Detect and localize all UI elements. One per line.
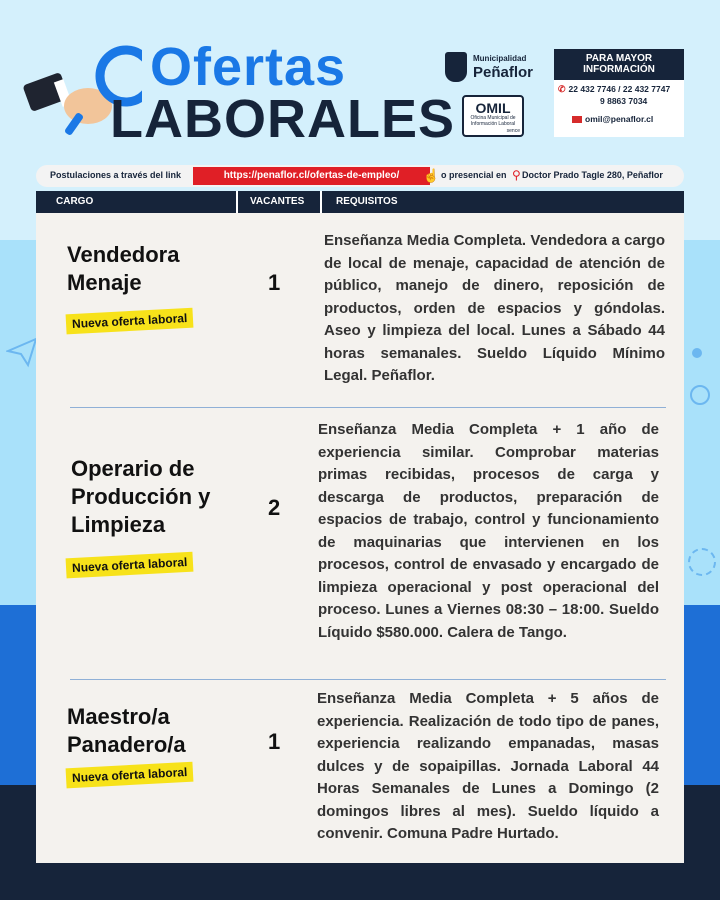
job-title-line: Vendedora [67, 242, 180, 267]
job-title [67, 241, 179, 297]
column-divider [320, 191, 322, 213]
application-intro: Postulaciones a través del link [50, 170, 182, 180]
job-title-line: Producción y [71, 484, 211, 509]
municipality-label: Municipalidad [473, 54, 527, 63]
job-title-line: Panadero/a [67, 732, 186, 757]
job-title-line: Maestro/a [67, 704, 170, 729]
paper-plane-icon [6, 335, 40, 369]
decorative-dot [692, 348, 702, 358]
job-title-line: Operario de [71, 456, 195, 481]
column-header-vacantes: VACANTES [250, 196, 305, 207]
vacancies-count: 2 [268, 495, 281, 520]
row-separator [70, 407, 666, 408]
omil-title: OMIL [475, 100, 511, 116]
decorative-circle [690, 385, 710, 405]
job-offers-card [36, 213, 684, 863]
table-header [36, 191, 684, 213]
application-link-bar [36, 165, 684, 187]
municipality-logo [445, 50, 545, 84]
row-separator [70, 679, 666, 680]
job-requirements: Enseñanza Media Completa + 1 año de experiencia similar. Comprobar materias primas recibidas, procesos de carga y descarga de productos, preparación de espacios de trabajo, control y funcionamiento de maquinarias que intervienen en los procesos, control de envasado y encargado de limpieza operacional y post operacional del proceso. Lunes a Viernes 08:30 – 18:00. Sueldo Líquido $580.000. Calera de Tango. [318, 421, 659, 641]
application-url-link[interactable]: https://penaflor.cl/ofertas-de-empleo/ [193, 167, 430, 185]
mail-icon [572, 116, 582, 123]
phone-icon: ✆ [558, 84, 566, 94]
job-requirements: Enseñanza Media Completa + 5 años de experiencia. Realización de todo tipo de panes, experiencia realizando empanadas, masas dulces y de sopaipillas. Jornada Laboral 44 Horas Semanales de Lunes a Domingo (2 domingos libres al mes). Sueldo líquido a convenir. Comuna Padre Hurtado. [317, 690, 659, 842]
job-title [71, 455, 210, 539]
title-laborales: LABORALES [110, 89, 455, 149]
contact-info-box [554, 49, 684, 137]
omil-subtitle: Oficina Municipal de Información Laboral [470, 115, 516, 127]
column-header-requisitos: REQUISITOS [336, 196, 398, 207]
column-header-cargo: CARGO [56, 196, 94, 207]
email-row[interactable] [554, 113, 684, 125]
phone-row [554, 83, 684, 95]
crest-icon [445, 52, 467, 82]
pointer-cursor-icon: ☝ [423, 168, 440, 183]
new-offer-badge: Nueva oferta laboral [66, 762, 194, 789]
vacancies-count: 1 [268, 270, 281, 295]
title-ofertas: Ofertas [150, 37, 347, 97]
job-title-line: Limpieza [71, 512, 166, 537]
municipality-name: Peñaflor [473, 64, 534, 81]
email-address[interactable]: omil@penaflor.cl [585, 114, 654, 124]
new-offer-badge: Nueva oferta laboral [66, 552, 194, 579]
decorative-circle [688, 548, 716, 576]
sence-logo: sence [506, 128, 520, 134]
job-title-line: Menaje [67, 270, 142, 295]
office-address: Doctor Prado Tagle 280, Peñaflor [522, 170, 663, 180]
new-offer-badge: Nueva oferta laboral [66, 308, 194, 335]
vacancies-count: 1 [268, 729, 281, 754]
column-divider [236, 191, 238, 213]
in-person-label: o presencial en [441, 170, 507, 180]
location-pin-icon: ⚲ [512, 168, 521, 182]
phone-numbers: 22 432 7746 / 22 432 7747 [568, 84, 671, 94]
job-requirements: Enseñanza Media Completa. Vendedora a cargo de local de menaje, capacidad de atención de público, manejo de dinero, reposición de productos, orden de espacios y góndolas. Aseo y limpieza del local. Lunes a Sábado 44 horas semanales. Sueldo Líquido Mínimo Legal. Peñaflor. [324, 232, 665, 384]
phone-mobile: 9 8863 7034 [600, 96, 648, 106]
contact-info-title: PARA MAYOR INFORMACIÓN [554, 49, 684, 80]
job-title [67, 703, 186, 759]
omil-logo [462, 95, 524, 137]
